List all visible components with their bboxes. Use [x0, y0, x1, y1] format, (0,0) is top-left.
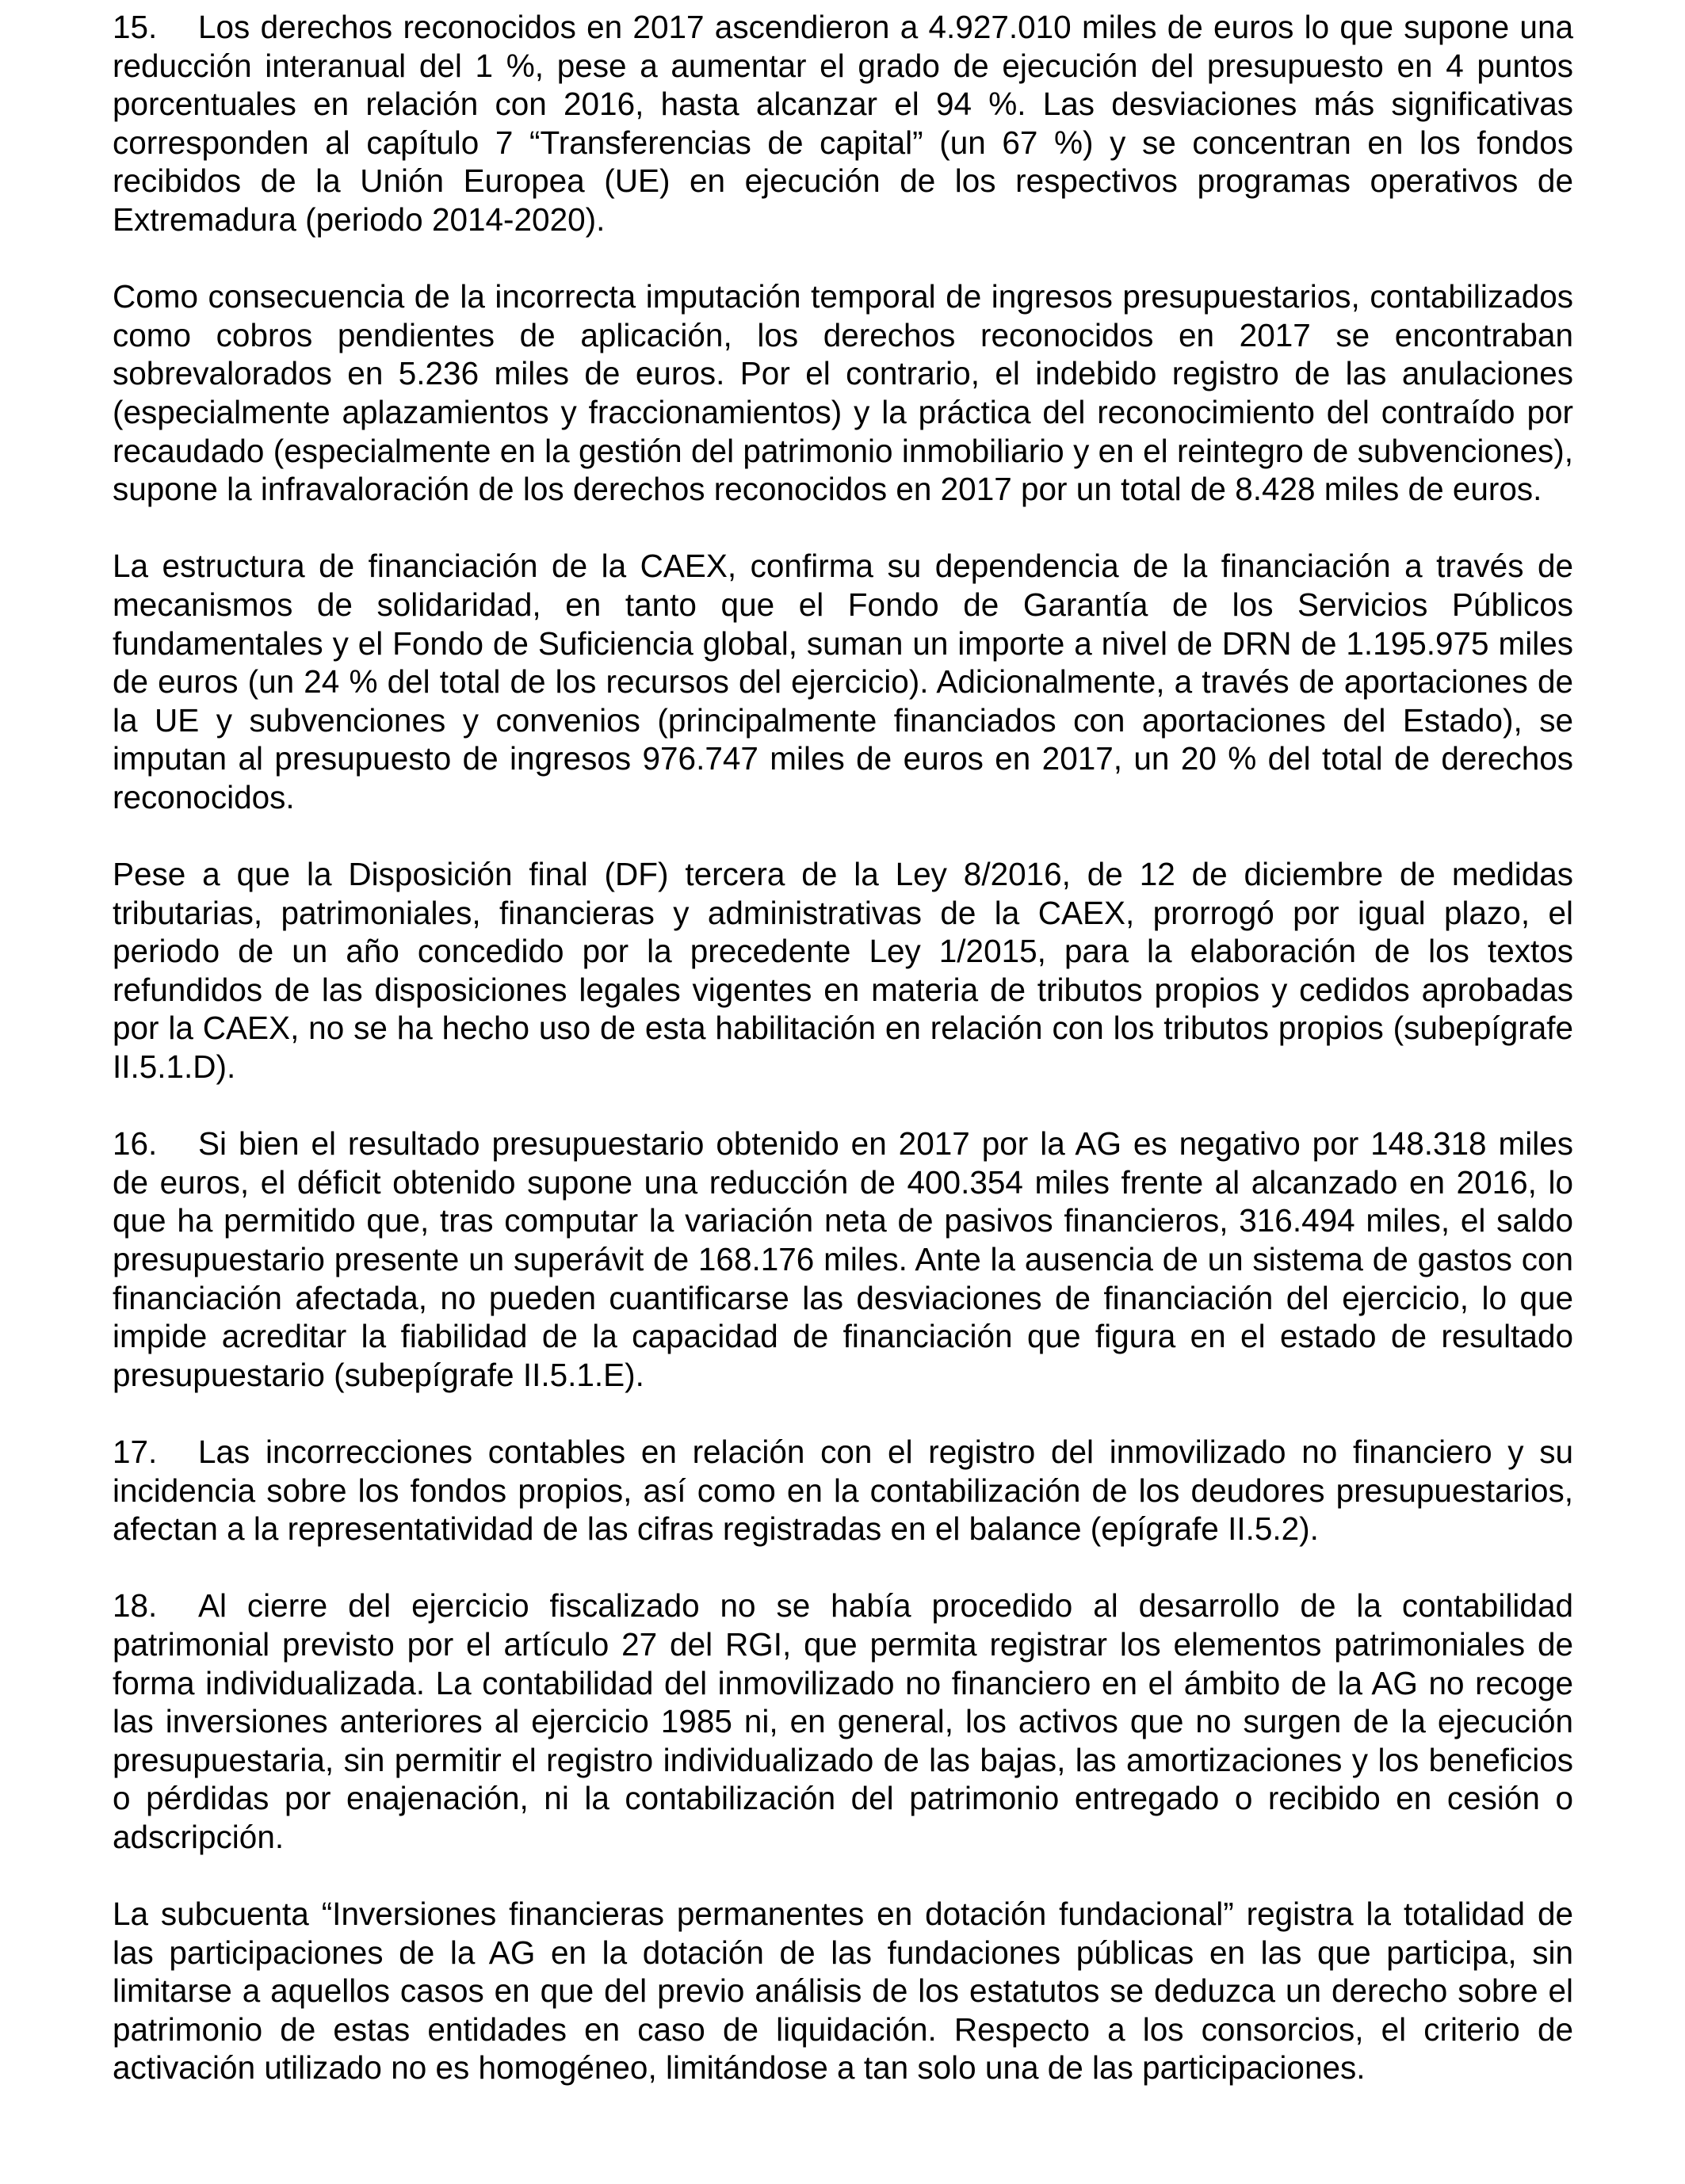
paragraph-16 [113, 1124, 1573, 1394]
paragraph-text: Pese a que la Disposición final (DF) tercera de la Ley 8/2016, de 12 de diciembre de medidas tributarias, patrimoniales, financieras y administrativas de la CAEX, prorrogó por igual plazo, el periodo de un año concedido por la precedente Ley 1/2015, para la elaboración de los textos refundidos de las disposiciones legales vigentes en materia de tributos propios y cedidos aprobadas por la CAEX, no se ha hecho uso de esta habilitación en relación con los tributos propios (subepígrafe II.5.1.D). [113, 856, 1573, 1086]
paragraph-15 [113, 8, 1573, 239]
document-body [113, 8, 1573, 2087]
paragraph-number: 15. [113, 9, 158, 45]
paragraph-text: Los derechos reconocidos en 2017 ascendieron a 4.927.010 miles de euros lo que supone una reducción interanual del 1 %, pese a aumentar el grado de ejecución del presupuesto en 4 puntos porcentuales en relación con 2016, hasta alcanzar el 94 %. Las desviaciones más significativas corresponden al capítulo 7 “Transferencias de capital” (un 67 %) y se concentran en los fondos recibidos de la Unión Europea (UE) en ejecución de los respectivos programas operativos de Extremadura (periodo 2014-2020). [113, 9, 1573, 238]
paragraph-text: Como consecuencia de la incorrecta imputación temporal de ingresos presupuestarios, contabilizados como cobros pendientes de aplicación, los derechos reconocidos en 2017 se encontraban sobrevalorados en 5.236 miles de euros. Por el contrario, el indebido registro de las anulaciones (especialmente aplazamientos y fraccionamientos) y la práctica del reconocimiento del contraído por recaudado (especialmente en la gestión del patrimonio inmobiliario y en el reintegro de subvenciones), supone la infravaloración de los derechos reconocidos en 2017 por un total de 8.428 miles de euros. [113, 278, 1573, 508]
paragraph-17 [113, 1433, 1573, 1548]
paragraph-text: Si bien el resultado presupuestario obtenido en 2017 por la AG es negativo por 148.318 miles de euros, el déficit obtenido supone una reducción de 400.354 miles frente al alcanzado en 2016, lo que ha permitido que, tras computar la variación neta de pasivos financieros, 316.494 miles, el saldo presupuestario presente un superávit de 168.176 miles. Ante la ausencia de un sistema de gastos con financiación afectada, no pueden cuantificarse las desviaciones de financiación del ejercicio, lo que impide acreditar la fiabilidad de la capacidad de financiación que figura en el estado de resultado presupuestario (subepígrafe II.5.1.E). [113, 1125, 1573, 1393]
paragraph-text: La estructura de financiación de la CAEX, confirma su dependencia de la financiación a través de mecanismos de solidaridad, en tanto que el Fondo de Garantía de los Servicios Públicos fundamentales y el Fondo de Suficiencia global, suman un importe a nivel de DRN de 1.195.975 miles de euros (un 24 % del total de los recursos del ejercicio). Adicionalmente, a través de aportaciones de la UE y subvenciones y convenios (principalmente financiados con aportaciones del Estado), se imputan al presupuesto de ingresos 976.747 miles de euros en 2017, un 20 % del total de derechos reconocidos. [113, 548, 1573, 815]
paragraph-18-subcuenta-inversiones [113, 1895, 1573, 2087]
paragraph-15-derechos-sobrevalorados [113, 277, 1573, 509]
paragraph-18 [113, 1586, 1573, 1856]
paragraph-text: Las incorrecciones contables en relación con el registro del inmovilizado no financiero y su incidencia sobre los fondos propios, así como en la contabilización de los deudores presupuestarios, afectan a la representatividad de las cifras registradas en el balance (epígrafe II.5.2). [113, 1433, 1573, 1548]
paragraph-15-disposicion-final [113, 855, 1573, 1086]
paragraph-text: Al cierre del ejercicio fiscalizado no se había procedido al desarrollo de la contabilidad patrimonial previsto por el artículo 27 del RGI, que permita registrar los elementos patrimoniales de forma individualizada. La contabilidad del inmovilizado no financiero en el ámbito de la AG no recoge las inversiones anteriores al ejercicio 1985 ni, en general, los activos que no surgen de la ejecución presupuestaria, sin permitir el registro individualizado de las bajas, las amortizaciones y los beneficios o pérdidas por enajenación, ni la contabilización del patrimonio entregado o recibido en cesión o adscripción. [113, 1587, 1573, 1855]
paragraph-number: 16. [113, 1125, 158, 1163]
paragraph-number: 18. [113, 1587, 158, 1625]
paragraph-number: 17. [113, 1433, 158, 1470]
paragraph-15-estructura-financiacion [113, 547, 1573, 816]
paragraph-text: La subcuenta “Inversiones financieras permanentes en dotación fundacional” registra la totalidad de las participaciones de la AG en la dotación de las fundaciones públicas en las que participa, sin limitarse a aquellos casos en que del previo análisis de los estatutos se deduzca un derecho sobre el patrimonio de estas entidades en caso de liquidación. Respecto a los consorcios, el criterio de activación utilizado no es homogéneo, limitándose a tan solo una de las participaciones. [113, 1896, 1573, 2087]
